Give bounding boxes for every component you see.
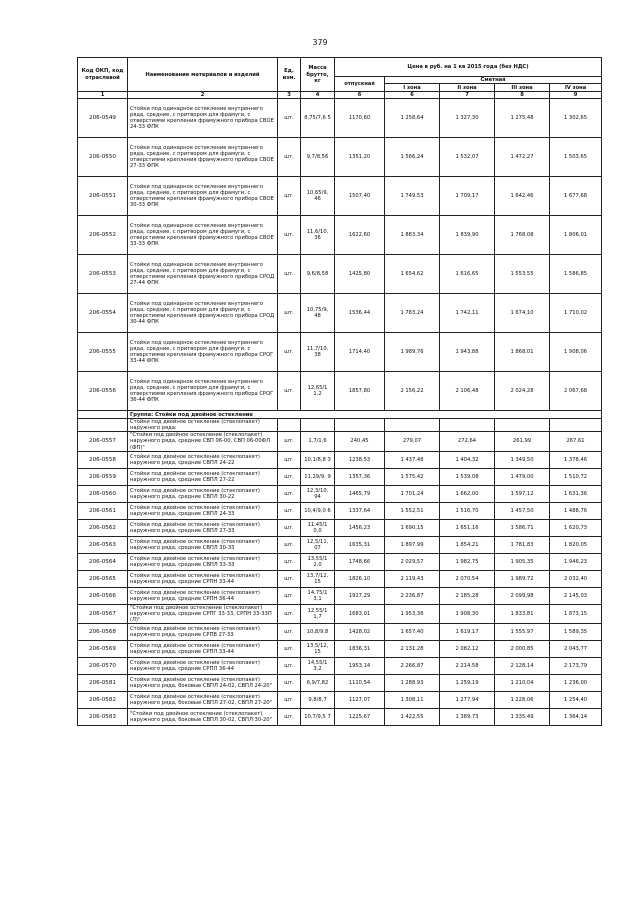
rows-double-glazing [78,432,602,726]
row-name: Стойки под двойное остекление (стеклопакет) наружного ряда, боковые СВПЛ 27-02, СВПЛ 27-20" [128,691,278,708]
row-price: 2 106,48 [440,372,495,411]
header-selling: отпускная [335,77,385,92]
row-name: Стойки под двойное остекление (стеклопакет) наружного ряда, средние СРПЛ 33-44 [128,640,278,657]
row-price: 1953,14 [335,657,385,674]
row-price: 1 854,21 [440,536,495,553]
row-unit: шт. [278,691,301,708]
row-price: 1 897,99 [385,536,440,553]
row-price: 1622,60 [335,216,385,255]
row-unit: шт. [278,553,301,570]
column-numbers-row [78,92,602,99]
row-price: 1238,53 [335,451,385,468]
row-mass: 11,45/1 0,0 [301,519,335,536]
row-mass: 13,5/12, 15 [301,640,335,657]
row-price: 1127,07 [335,691,385,708]
row-price: 1 781,83 [495,536,550,553]
row-price: 1 833,81 [495,604,550,623]
row-price: 2 024,28 [495,372,550,411]
row-price: 1927,29 [335,587,385,604]
row-code: 206-0551 [78,177,128,216]
row-price: 1 619,17 [440,623,495,640]
row-price: 272,64 [440,432,495,451]
table-row [78,485,602,502]
row-price: 1635,31 [335,536,385,553]
row-name: Стойки под двойное остекление (стеклопакет) наружного ряда, средние СВПЛ 30-33 [128,536,278,553]
row-mass: 10,4/9,0 6 [301,502,335,519]
row-unit: шт. [278,216,301,255]
row-name: Стойки под одинарное остекление внутреннего ряда, средние, с притвором для фрамуги, с отверстиями крепления фрамужного прибора СРОГ 36-44 ФПК [128,372,278,411]
row-code: 206-0583 [78,708,128,725]
row-name: Стойки под двойное остекление (стеклопакет) наружного ряда, средние СВПЛ 24-22 [128,451,278,468]
row-code: 206-0582 [78,691,128,708]
row-name: Стойки под одинарное остекление внутреннего ряда, средние, с притвором для фрамуги, с отверстиями крепления фрамужного прибора СРОД 27-44 ФПК [128,255,278,294]
table-row [78,708,602,725]
row-name: Стойки под двойное остекление (стеклопакет) наружного ряда, средние СВПЛ 27-33 [128,519,278,536]
row-mass: 12,5/11, 07 [301,536,335,553]
row-price: 2 185,28 [440,587,495,604]
row-price: 1 327,30 [440,99,495,138]
row-price: 2 236,87 [385,587,440,604]
row-price: 261,99 [495,432,550,451]
row-price: 1337,64 [335,502,385,519]
row-name: Стойки под двойное остекление (стеклопакет) наружного ряда, средние СВПЛ 24-33 [128,502,278,519]
table-row [78,640,602,657]
row-unit: шт. [278,255,301,294]
col-number: 6 [335,92,385,99]
row-price: 267,61 [550,432,602,451]
row-price: 1 404,32 [440,451,495,468]
table-row [78,99,602,138]
row-price: 1170,60 [335,99,385,138]
row-price: 1 943,88 [440,333,495,372]
row-price: 1 479,00 [495,468,550,485]
row-price: 1 349,50 [495,451,550,468]
row-code: 206-0565 [78,570,128,587]
col-number: 7 [440,92,495,99]
group-title: Группа: Стойки под двойное остекление [128,411,602,419]
table-row [78,432,602,451]
row-price: 1 308,11 [385,691,440,708]
row-price: 1 709,17 [440,177,495,216]
row-price: 1 710,02 [550,294,602,333]
row-price: 2 032,40 [550,570,602,587]
row-price: 1 905,35 [495,553,550,570]
row-name: Стойки под двойное остекление (стеклопакет) наружного ряда, средние СВПЛ 30-22 [128,485,278,502]
header-unit: Ед. изм. [278,58,301,92]
row-price: 1 701,24 [385,485,440,502]
row-mass: 9,6/8,58 [301,255,335,294]
row-price: 2 128,14 [495,657,550,674]
row-unit: шт. [278,536,301,553]
row-mass: 12,55/1 1,7 [301,604,335,623]
row-unit: шт. [278,623,301,640]
row-price: 1 677,68 [550,177,602,216]
row-price: 1428,02 [335,623,385,640]
row-price: 1536,44 [335,294,385,333]
row-unit: шт. [278,432,301,451]
row-price: 1 654,62 [385,255,440,294]
col-number: 9 [550,92,602,99]
table-row [78,177,602,216]
row-price: 2 173,79 [550,657,602,674]
header-zone2: II зона [440,84,495,92]
row-unit: шт. [278,177,301,216]
row-price: 1 378,46 [550,451,602,468]
header-code: Код ОКП, код отраслевой [78,58,128,92]
row-price: 1 389,73 [440,708,495,725]
row-name: "Стойки под двойное остекление (стеклопакет) наружного ряда, средние СРПГ 33-33, СРПН 33-33П (Л)" [128,604,278,623]
row-price: 1 908,30 [440,604,495,623]
row-code: 206-0561 [78,502,128,519]
row-code: 206-0564 [78,553,128,570]
row-price: 2 156,22 [385,372,440,411]
row-code: 206-0556 [78,372,128,411]
row-price: 1 259,19 [440,674,495,691]
row-name: Стойки под двойное остекление (стеклопакет) наружного ряда, средние СВПЛ 33-33 [128,553,278,570]
col-number: 3 [278,92,301,99]
row-name: Стойки под одинарное остекление внутреннего ряда, средние, с притвором для фрамуги, с отверстиями крепления фрамужного прибора СВОЕ 27-33 ФПК [128,138,278,177]
row-mass: 11,7/10, 38 [301,333,335,372]
row-price: 1 690,15 [385,519,440,536]
row-name: Стойки под двойное остекление (стеклопакет) наружного ряда, средние СВПЛ 27-22 [128,468,278,485]
row-name: "Стойки под двойное остекление (стеклопакет) наружного ряда, средние СВП 06-00, СВП 06-00ФЛ (ФП)" [128,432,278,451]
row-price: 1 868,01 [495,333,550,372]
row-price: 2 099,98 [495,587,550,604]
row-price: 2 082,12 [440,640,495,657]
table-row [78,294,602,333]
row-name: Стойки под двойное остекление (стеклопакет) наружного ряда, средние СРПН 33-44 [128,570,278,587]
row-price: 2 043,77 [550,640,602,657]
col-number: 2 [128,92,278,99]
row-unit: шт. [278,640,301,657]
row-price: 2 070,54 [440,570,495,587]
row-name: Стойки под одинарное остекление внутреннего ряда, средние, с притвором для фрамуги, с отверстиями крепления фрамужного прибора СВОЕ 33-33 ФПК [128,216,278,255]
row-code: 206-0550 [78,138,128,177]
row-price: 1 657,40 [385,623,440,640]
row-code: 206-0567 [78,604,128,623]
row-unit: шт. [278,294,301,333]
row-price: 1 575,42 [385,468,440,485]
row-code: 206-0555 [78,333,128,372]
row-mass: 10,65/9, 46 [301,177,335,216]
row-price: 1110,54 [335,674,385,691]
header-zone4: IV зона [550,84,602,92]
row-code: 206-0570 [78,657,128,674]
row-price: 1 288,93 [385,674,440,691]
row-mass: 11,29/9, 9 [301,468,335,485]
row-price: 1 277,94 [440,691,495,708]
row-name: Стойки под двойное остекление (стеклопакет) наружного ряда, средние СРПЛ 36-44 [128,657,278,674]
table-row [78,451,602,468]
row-price: 1 532,07 [440,138,495,177]
header-mass: Масса брутто, кг [301,58,335,92]
row-price: 1 364,14 [550,708,602,725]
row-mass: 10,1/8,8 3 [301,451,335,468]
row-price: 1 555,97 [495,623,550,640]
row-price: 1 651,16 [440,519,495,536]
row-price: 1826,10 [335,570,385,587]
row-price: 1 953,36 [385,604,440,623]
row-unit: шт. [278,519,301,536]
row-price: 1 302,65 [550,99,602,138]
row-price: 1857,80 [335,372,385,411]
row-unit: шт. [278,485,301,502]
row-unit: шт. [278,502,301,519]
row-mass: 12,3/10, 94 [301,485,335,502]
row-name: Стойки под одинарное остекление внутреннего ряда, средние, с притвором для фрамуги, с отверстиями крепления фрамужного прибора СВОЕ 30-33 ФПК [128,177,278,216]
row-price: 279,07 [385,432,440,451]
row-price: 1 472,27 [495,138,550,177]
row-price: 1 674,10 [495,294,550,333]
row-name: Стойки под двойное остекление (стеклопакет) наружного ряда, боковые СВПЛ 24-02, СВПЛ 24-20" [128,674,278,691]
row-price: 1507,40 [335,177,385,216]
row-mass: 1,7/1,6 [301,432,335,451]
row-name: Стойки под одинарное остекление внутреннего ряда, средние, с притвором для фрамуги, с отверстиями крепления фрамужного прибора СВОЕ 24-33 ФПК [128,99,278,138]
row-price: 1 768,08 [495,216,550,255]
row-price: 1 642,46 [495,177,550,216]
group-header [78,411,602,432]
row-code: 206-0552 [78,216,128,255]
row-price: 1 989,76 [385,333,440,372]
row-price: 1 275,48 [495,99,550,138]
row-mass: 10,75/9, 48 [301,294,335,333]
table-row [78,468,602,485]
row-price: 2 000,85 [495,640,550,657]
row-price: 1 620,73 [550,519,602,536]
row-name: Стойки под двойное остекление (стеклопакет) наружного ряда, средние СРПН 36-44 [128,587,278,604]
row-price: 1 488,76 [550,502,602,519]
header-price-title: Цена в руб. на 1 кв 2015 года (без НДС) [335,58,602,77]
row-code: 206-0560 [78,485,128,502]
row-price: 1 586,71 [495,519,550,536]
row-mass: 11,6/10, 36 [301,216,335,255]
row-mass: 12,65/1 1,2 [301,372,335,411]
row-price: 1 586,85 [550,255,602,294]
row-code: 206-0566 [78,587,128,604]
row-name: Стойки под двойное остекление (стеклопакет) наружного ряда, средние СРПВ 27-33 [128,623,278,640]
header-estimate: Сметная [385,77,602,84]
row-price: 1 539,08 [440,468,495,485]
row-unit: шт. [278,468,301,485]
row-price: 1 589,35 [550,623,602,640]
row-price: 1 742,11 [440,294,495,333]
row-price: 1 783,24 [385,294,440,333]
table-row [78,657,602,674]
row-price: 2 131,28 [385,640,440,657]
row-price: 1 839,90 [440,216,495,255]
row-price: 2 029,57 [385,553,440,570]
row-unit: шт. [278,138,301,177]
row-code: 206-0549 [78,99,128,138]
row-price: 1 228,06 [495,691,550,708]
row-price: 1 335,49 [495,708,550,725]
row-price: 1 457,50 [495,502,550,519]
row-code: 206-0558 [78,451,128,468]
row-code: 206-0557 [78,432,128,451]
row-mass: 14,75/1 3,1 [301,587,335,604]
row-price: 1 552,51 [385,502,440,519]
row-price: 1357,36 [335,468,385,485]
row-price: 1 616,65 [440,255,495,294]
table-row [78,138,602,177]
row-price: 1 510,72 [550,468,602,485]
row-unit: шт. [278,674,301,691]
row-code: 206-0554 [78,294,128,333]
row-price: 1 503,65 [550,138,602,177]
row-price: 1 989,72 [495,570,550,587]
row-price: 1836,31 [335,640,385,657]
row-price: 1 982,75 [440,553,495,570]
row-price: 1 553,55 [495,255,550,294]
row-price: 1456,23 [335,519,385,536]
row-price: 1425,80 [335,255,385,294]
row-price: 1 883,34 [385,216,440,255]
col-number: 1 [78,92,128,99]
row-price: 1 806,01 [550,216,602,255]
rows-single-glazing [78,99,602,411]
table-row [78,333,602,372]
row-unit: шт. [278,604,301,623]
row-mass: 8,75/7,6 5 [301,99,335,138]
row-mass: 10,7/9,5 7 [301,708,335,725]
row-price: 2 145,03 [550,587,602,604]
row-name: Стойки под одинарное остекление внутреннего ряда, средние, с притвором для фрамуги, с отверстиями крепления фрамужного прибора СРОД 30-44 ФПК [128,294,278,333]
row-name: "Стойки под двойное остекление (стеклопакет) наружного ряда, боковые СВПЛ 30-02, СВПЛ 30-20" [128,708,278,725]
col-number: 8 [495,92,550,99]
row-price: 1 566,24 [385,138,440,177]
row-price: 1 820,05 [550,536,602,553]
header-zone1: I зона [385,84,440,92]
row-mass: 14,55/1 3,2 [301,657,335,674]
table-row [78,674,602,691]
row-price: 2 214,58 [440,657,495,674]
header-zone3: III зона [495,84,550,92]
row-price: 1 908,06 [550,333,602,372]
row-code: 206-0581 [78,674,128,691]
row-price: 2 266,87 [385,657,440,674]
table-row [78,216,602,255]
row-mass: 13,55/1 2,0 [301,553,335,570]
row-unit: шт. [278,99,301,138]
table-row [78,255,602,294]
row-price: 1 597,12 [495,485,550,502]
row-price: 1465,79 [335,485,385,502]
table-row [78,570,602,587]
row-code: 206-0559 [78,468,128,485]
row-mass: 6,9/7,82 [301,674,335,691]
price-table [77,57,602,726]
row-code: 206-0553 [78,255,128,294]
row-price: 1748,66 [335,553,385,570]
header-name: Наименование материалов и изделий [128,58,278,92]
row-price: 1 873,15 [550,604,602,623]
row-price: 1 236,00 [550,674,602,691]
row-mass: 9,8/8,7 [301,691,335,708]
table-row [78,604,602,623]
row-mass: 9,7/8,56 [301,138,335,177]
group-subtitle: Стойки под двойное остекление (стеклопакет) наружного ряда: [128,419,278,432]
row-unit: шт. [278,333,301,372]
row-unit: шт. [278,570,301,587]
row-code: 206-0562 [78,519,128,536]
row-code: 206-0569 [78,640,128,657]
row-unit: шт. [278,587,301,604]
row-mass: 10,8/9,8 [301,623,335,640]
row-price: 2 067,68 [550,372,602,411]
row-price: 1 254,40 [550,691,602,708]
row-price: 1225,67 [335,708,385,725]
row-price: 2 119,43 [385,570,440,587]
row-price: 1 662,00 [440,485,495,502]
row-unit: шт. [278,708,301,725]
row-price: 1 258,64 [385,99,440,138]
row-price: 1683,01 [335,604,385,623]
row-price: 1 516,70 [440,502,495,519]
table-row [78,519,602,536]
page-number: 379 [312,38,328,47]
row-price: 1 946,23 [550,553,602,570]
row-unit: шт. [278,657,301,674]
row-unit: шт. [278,372,301,411]
table-row [78,623,602,640]
row-code: 206-0563 [78,536,128,553]
row-price: 1 437,48 [385,451,440,468]
row-price: 1 749,53 [385,177,440,216]
table-row [78,587,602,604]
col-number: 6 [385,92,440,99]
row-price: 1 631,36 [550,485,602,502]
row-price: 1 210,04 [495,674,550,691]
table-row [78,553,602,570]
row-mass: 13,7/12, 15 [301,570,335,587]
row-price: 240,45 [335,432,385,451]
row-price: 1 422,55 [385,708,440,725]
row-price: 1351,20 [335,138,385,177]
table-row [78,502,602,519]
table-row [78,536,602,553]
row-name: Стойки под одинарное остекление внутреннего ряда, средние, с притвором для фрамуги, с отверстиями крепления фрамужного прибора СРОГ 33-44 ФПК [128,333,278,372]
table-row [78,691,602,708]
row-price: 1714,40 [335,333,385,372]
table-row [78,372,602,411]
row-code: 206-0568 [78,623,128,640]
row-unit: шт. [278,451,301,468]
col-number: 4 [301,92,335,99]
